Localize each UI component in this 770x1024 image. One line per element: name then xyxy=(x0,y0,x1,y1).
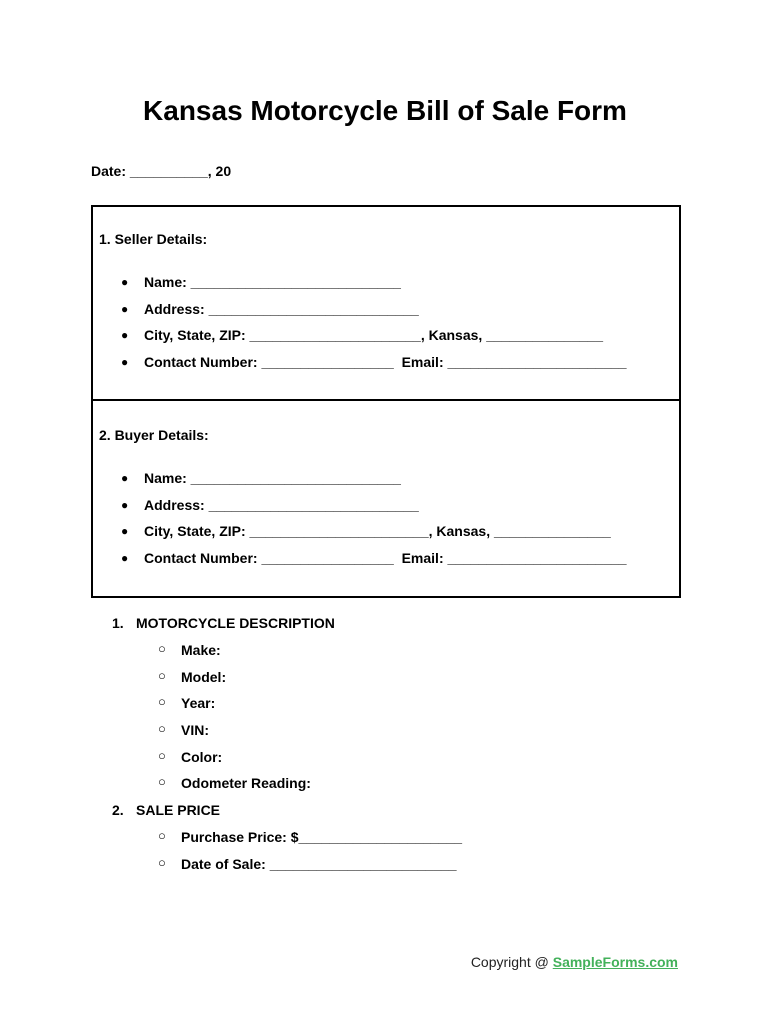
list-item xyxy=(112,828,612,855)
sale-price-section xyxy=(112,801,672,881)
purchase-price-field[interactable]: Purchase Price: $_____________________ xyxy=(181,829,463,845)
buyer-address-field[interactable]: Address: ___________________________ xyxy=(144,496,419,513)
bullet-icon: ● xyxy=(121,355,129,370)
list-item xyxy=(93,496,679,523)
buyer-details-box xyxy=(91,399,681,598)
bullet-icon: ● xyxy=(121,301,129,316)
make-field[interactable]: Make: xyxy=(181,642,221,658)
copyright-text: Copyright @ xyxy=(470,954,553,970)
list-item xyxy=(93,353,679,380)
buyer-details-list xyxy=(93,469,679,576)
section-number: 2. xyxy=(112,802,124,818)
sale-price-list xyxy=(112,828,612,881)
list-item xyxy=(112,668,612,695)
seller-details-box xyxy=(91,205,681,401)
list-item xyxy=(93,300,679,327)
odometer-field[interactable]: Odometer Reading: xyxy=(181,775,311,792)
year-field[interactable]: Year: xyxy=(181,695,216,712)
buyer-city-state-zip-field[interactable]: City, State, ZIP: _______________________, Kansas, _______________ xyxy=(144,523,611,540)
list-item xyxy=(112,774,612,801)
circle-bullet-icon: ○ xyxy=(158,641,166,656)
circle-bullet-icon: ○ xyxy=(158,747,166,763)
list-item xyxy=(93,326,679,353)
list-item xyxy=(112,855,612,882)
circle-bullet-icon: ○ xyxy=(158,694,166,710)
section-number: 1. xyxy=(112,615,124,631)
list-item xyxy=(93,273,679,300)
bullet-icon: ● xyxy=(121,524,129,539)
circle-bullet-icon: ○ xyxy=(158,828,166,843)
circle-bullet-icon: ○ xyxy=(158,774,166,790)
vin-field[interactable]: VIN: xyxy=(181,722,209,739)
section-heading: SALE PRICE xyxy=(136,802,221,818)
date-of-sale-field[interactable]: Date of Sale: ________________________ xyxy=(181,855,457,872)
circle-bullet-icon: ○ xyxy=(158,854,166,870)
model-field[interactable]: Model: xyxy=(181,668,227,685)
color-field[interactable]: Color: xyxy=(181,748,223,765)
list-item xyxy=(93,469,679,496)
sections-list xyxy=(112,614,672,881)
buyer-name-field[interactable]: Name: ___________________________ xyxy=(144,470,401,486)
seller-contact-field[interactable]: Contact Number: _________________ Email: _______________________ xyxy=(144,354,627,371)
bullet-icon: ● xyxy=(121,275,129,289)
bullet-icon: ● xyxy=(121,497,129,512)
seller-address-field[interactable]: Address: ___________________________ xyxy=(144,300,419,317)
page-title: Kansas Motorcycle Bill of Sale Form xyxy=(143,95,627,126)
list-item xyxy=(112,748,612,775)
seller-city-state-zip-field[interactable]: City, State, ZIP: ______________________, Kansas, _______________ xyxy=(144,327,603,344)
list-item xyxy=(112,641,612,668)
list-item xyxy=(93,549,679,576)
seller-details-heading: 1. Seller Details: xyxy=(99,231,208,247)
circle-bullet-icon: ○ xyxy=(158,721,166,737)
date-line: Date: __________, 20 xyxy=(91,163,232,179)
seller-name-field[interactable]: Name: ___________________________ xyxy=(144,274,401,290)
circle-bullet-icon: ○ xyxy=(158,667,166,683)
bullet-icon: ● xyxy=(121,328,129,343)
section-heading: MOTORCYCLE DESCRIPTION xyxy=(136,615,335,631)
list-item xyxy=(112,694,612,721)
list-item xyxy=(93,522,679,549)
footer-copyright xyxy=(471,953,678,971)
buyer-contact-field[interactable]: Contact Number: _________________ Email: _______________________ xyxy=(144,550,627,567)
seller-details-list xyxy=(93,273,679,380)
motorcycle-description-list xyxy=(112,641,612,801)
list-item xyxy=(112,721,612,748)
motorcycle-description-section xyxy=(112,614,672,801)
buyer-details-heading: 2. Buyer Details: xyxy=(99,427,209,443)
bullet-icon: ● xyxy=(121,471,129,485)
brand-link[interactable]: SampleForms.com xyxy=(552,954,678,970)
bullet-icon: ● xyxy=(121,551,129,566)
